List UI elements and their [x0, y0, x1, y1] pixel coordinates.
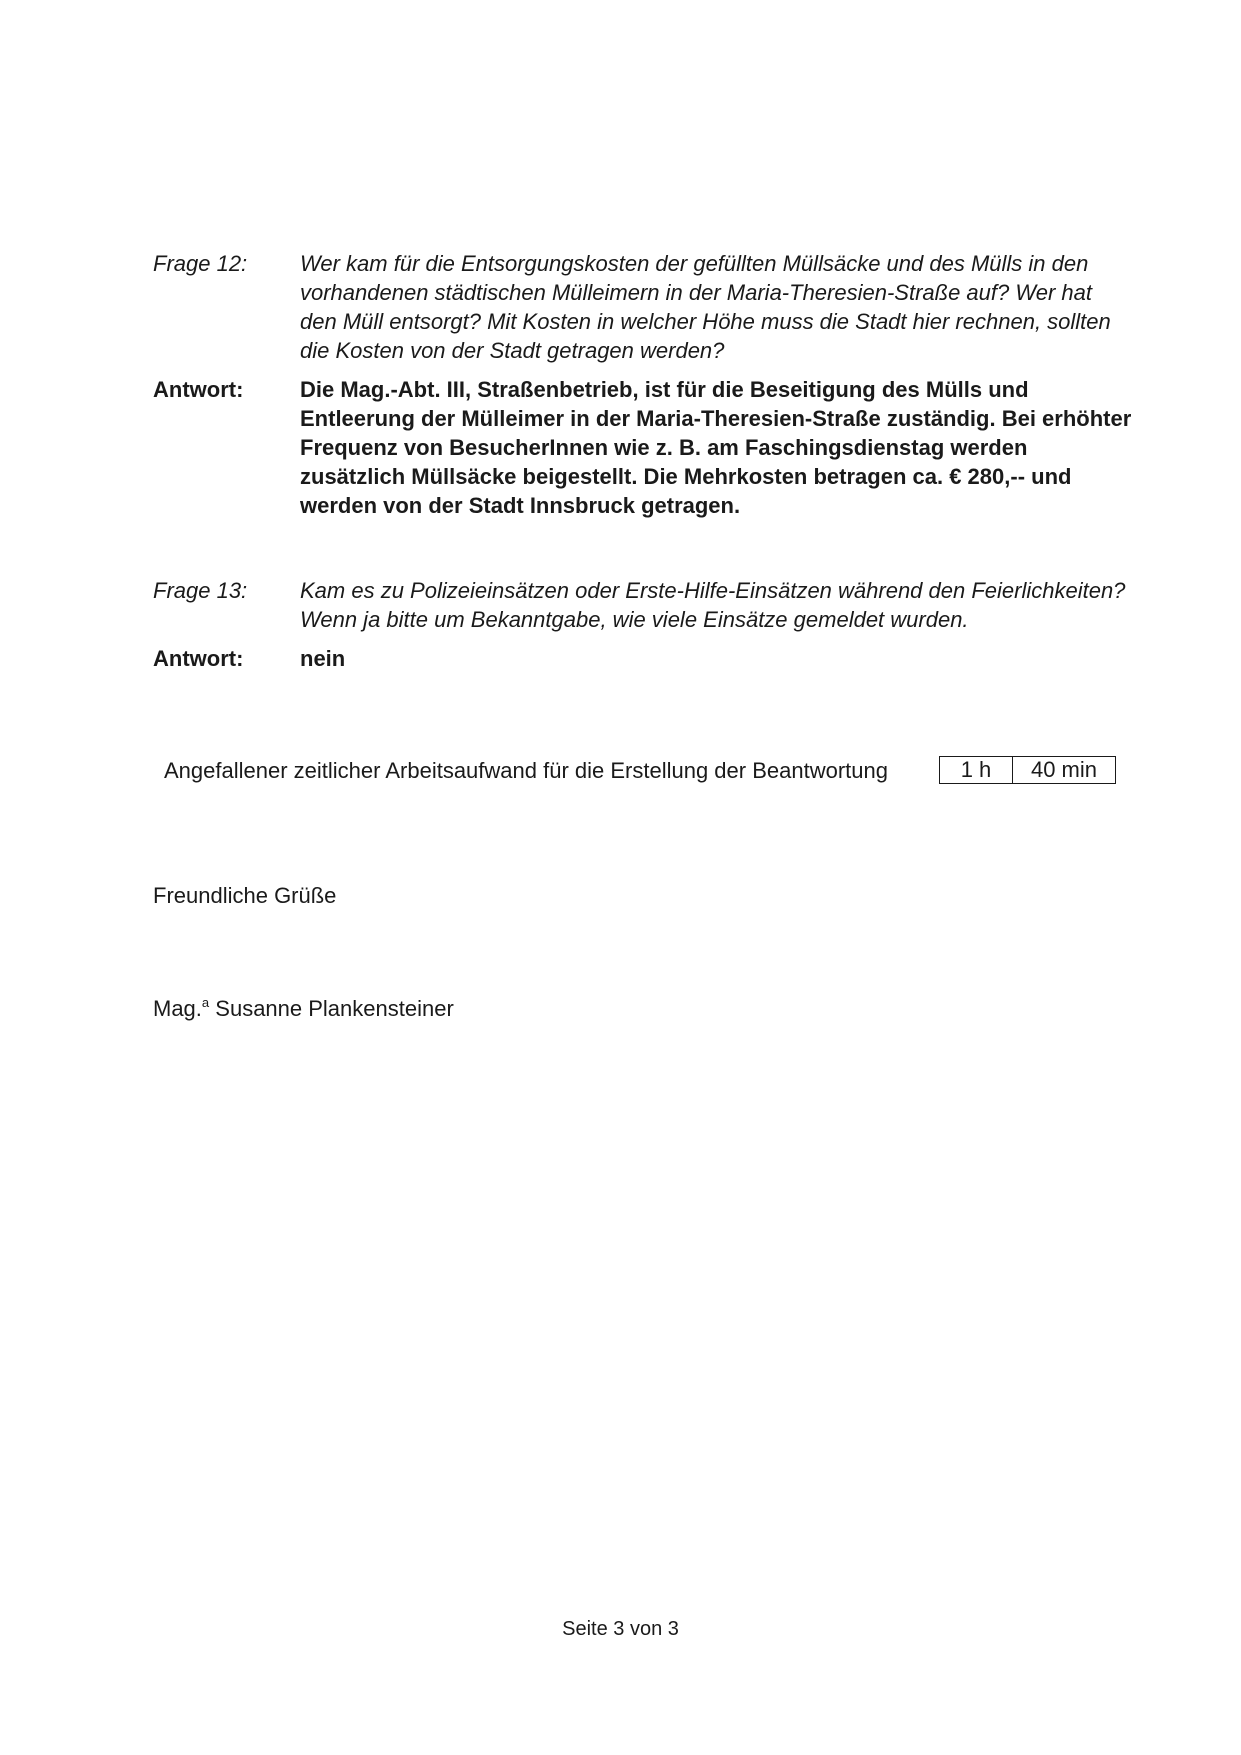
work-effort-minutes: 40 min: [1030, 757, 1098, 782]
work-effort-row: [164, 756, 1116, 784]
answer-label: Antwort:: [153, 377, 244, 402]
page-number: Seite 3 von 3: [562, 1618, 679, 1640]
signature-line: [153, 994, 454, 1023]
question-text: Wer kam für die Entsorgungskosten der gefüllten Müllsäcke und des Mülls in den vorhandenen städtischen Mülleimern in der Maria-Theresien-Straße auf? Wer hat den Müll entsorgt? Mit Kosten in welcher Höhe muss die Stadt hier rechnen, sollten die Kosten von der Stadt getragen werden?: [300, 251, 1111, 363]
signature-title-suffix: a: [201, 995, 210, 1010]
signature-name: Susanne Plankensteiner: [215, 996, 454, 1021]
work-effort-box: [939, 756, 1116, 784]
question-text: Kam es zu Polizeieinsätzen oder Erste-Hilfe-Einsätzen während den Feierlichkeiten? Wenn ja bitte um Bekanntgabe, wie viele Einsätze gemeldet wurden.: [300, 578, 1126, 632]
qa-block-13: [153, 576, 1133, 673]
answer-row: [153, 644, 1133, 673]
closing-greeting: Freundliche Grüße: [153, 883, 337, 908]
question-row: [153, 249, 1133, 365]
question-label: Frage 13:: [153, 578, 248, 603]
qa-block-12: [153, 249, 1133, 520]
answer-label: Antwort:: [153, 646, 244, 671]
answer-text: Die Mag.-Abt. III, Straßenbetrieb, ist für die Beseitigung des Mülls und Entleerung der Mülleimer in der Maria-Theresien-Straße zuständig. Bei erhöhter Frequenz von BesucherInnen wie z. B. am Faschingsdienstag werden zusätzlich Müllsäcke beigestellt. Die Mehrkosten betragen ca. € 280,-- und werden von der Stadt Innsbruck getragen.: [300, 377, 1132, 518]
answer-text: nein: [300, 646, 346, 671]
answer-row: [153, 375, 1133, 520]
question-row: [153, 576, 1133, 634]
work-effort-hours: 1 h: [940, 757, 1013, 783]
question-label: Frage 12:: [153, 251, 248, 276]
work-effort-label: Angefallener zeitlicher Arbeitsaufwand für die Erstellung der Beantwortung: [164, 757, 888, 783]
signature-title: Mag.: [153, 996, 202, 1021]
